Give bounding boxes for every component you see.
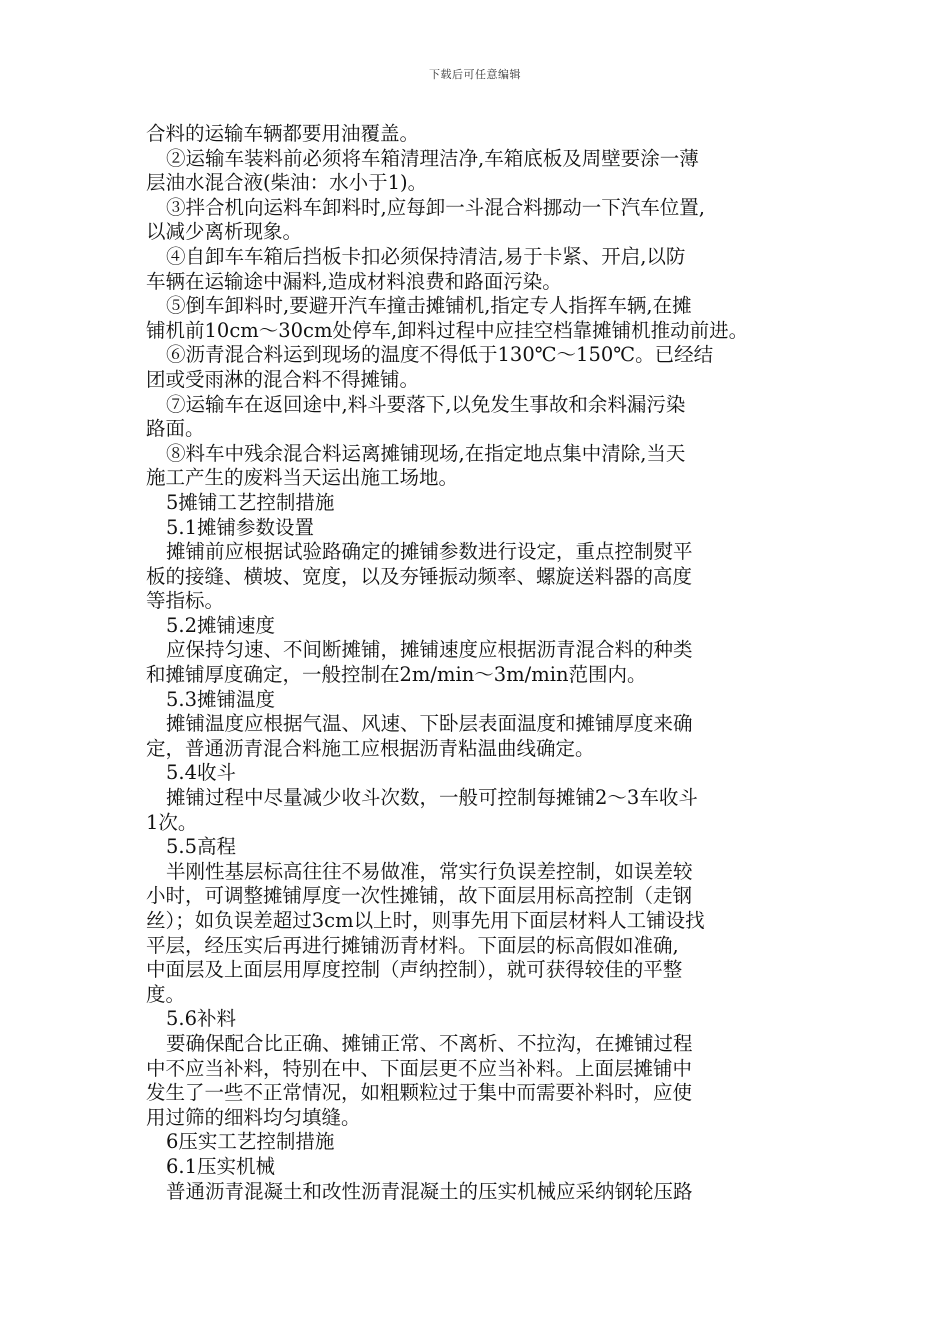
text-line: 以减少离析现象。 — [146, 220, 303, 244]
text-line: 摊铺温度应根据气温、风速、下卧层表面温度和摊铺厚度来确 — [166, 712, 693, 736]
text-line: 施工产生的废料当天运出施工场地。 — [146, 466, 459, 490]
text-line: 6.1压实机械 — [166, 1154, 276, 1178]
text-line: ⑤倒车卸料时,要避开汽车撞击摊铺机,指定专人指挥车辆,在摊 — [166, 294, 692, 318]
text-line: 层油水混合液(柴油：水小于1)。 — [146, 171, 428, 195]
text-line: ②运输车装料前必须将车箱清理洁净,车箱底板及周壁要涂一薄 — [166, 146, 699, 170]
text-line: ⑧料车中残余混合料运离摊铺现场,在指定地点集中清除,当天 — [166, 441, 686, 465]
text-line: 普通沥青混凝土和改性沥青混凝土的压实机械应采纳钢轮压路 — [166, 1179, 693, 1203]
text-line: 丝）；如负误差超过3cm以上时，则事先用下面层材料人工铺设找 — [146, 909, 705, 932]
text-line: 中不应当补料，特别在中、下面层更不应当补料。上面层摊铺中 — [146, 1056, 693, 1080]
text-line: 摊铺过程中尽量减少收斗次数，一般可控制每摊铺2～3车收斗 — [166, 786, 698, 810]
text-line: 板的接缝、横坡、宽度，以及夯锤振动频率、螺旋送料器的高度 — [146, 564, 693, 588]
document-body — [146, 122, 806, 1204]
text-line: 摊铺前应根据试验路确定的摊铺参数进行设定，重点控制熨平 — [166, 540, 693, 564]
text-line: 5.3摊铺温度 — [166, 687, 276, 711]
text-line: 5.2摊铺速度 — [166, 613, 276, 637]
text-line: 半刚性基层标高往往不易做准，常实行负误差控制，如误差较 — [166, 859, 693, 883]
text-line: 等指标。 — [146, 589, 225, 613]
text-line: 定，普通沥青混合料施工应根据沥青粘温曲线确定。 — [146, 736, 595, 760]
text-line: 小时，可调整摊铺厚度一次性摊铺，故下面层用标高控制（走钢 — [146, 884, 693, 908]
text-line: ⑥沥青混合料运到现场的温度不得低于130℃～150℃。已经结 — [166, 343, 714, 367]
text-line: 铺机前10cm～30cm处停车,卸料过程中应挂空档靠摊铺机推动前进。 — [146, 318, 749, 342]
text-line: 应保持匀速、不间断摊铺，摊铺速度应根据沥青混合料的种类 — [166, 638, 693, 662]
text-line: 5.6补料 — [166, 1007, 237, 1031]
text-line: ③拌合机向运料车卸料时,应每卸一斗混合料挪动一下汽车位置, — [166, 195, 705, 219]
text-line: 1次。 — [146, 810, 198, 834]
text-line: 合料的运输车辆都要用油覆盖。 — [146, 122, 420, 145]
text-line: 5.1摊铺参数设置 — [166, 515, 315, 539]
text-line: 车辆在运输途中漏料,造成材料浪费和路面污染。 — [146, 269, 562, 293]
text-line: 5摊铺工艺控制措施 — [166, 490, 335, 514]
text-line: 5.5高程 — [166, 835, 237, 859]
text-line: 路面。 — [146, 417, 205, 441]
text-line: 中面层及上面层用厚度控制（声纳控制），就可获得较佳的平整 — [146, 958, 683, 982]
page-header: 下载后可任意编辑 — [429, 68, 521, 81]
text-line: ④自卸车车箱后挡板卡扣必须保持清洁,易于卡紧、开启,以防 — [166, 244, 686, 268]
text-line: 发生了一些不正常情况，如粗颗粒过于集中而需要补料时，应使 — [146, 1081, 693, 1105]
text-line: ⑦运输车在返回途中,料斗要落下,以免发生事故和余料漏污染 — [166, 392, 686, 416]
text-line: 要确保配合比正确、摊铺正常、不离析、不拉沟，在摊铺过程 — [166, 1031, 693, 1055]
text-line: 团或受雨淋的混合料不得摊铺。 — [146, 367, 420, 391]
text-line: 6压实工艺控制措施 — [166, 1130, 335, 1154]
text-line: 和摊铺厚度确定，一般控制在2m/min～3m/min范围内。 — [146, 663, 647, 687]
text-line: 度。 — [146, 982, 186, 1006]
text-line: 用过筛的细料均匀填缝。 — [146, 1105, 361, 1129]
text-line: 平层，经压实后再进行摊铺沥青材料。下面层的标高假如准确, — [146, 933, 679, 957]
text-line: 5.4收斗 — [166, 761, 237, 785]
